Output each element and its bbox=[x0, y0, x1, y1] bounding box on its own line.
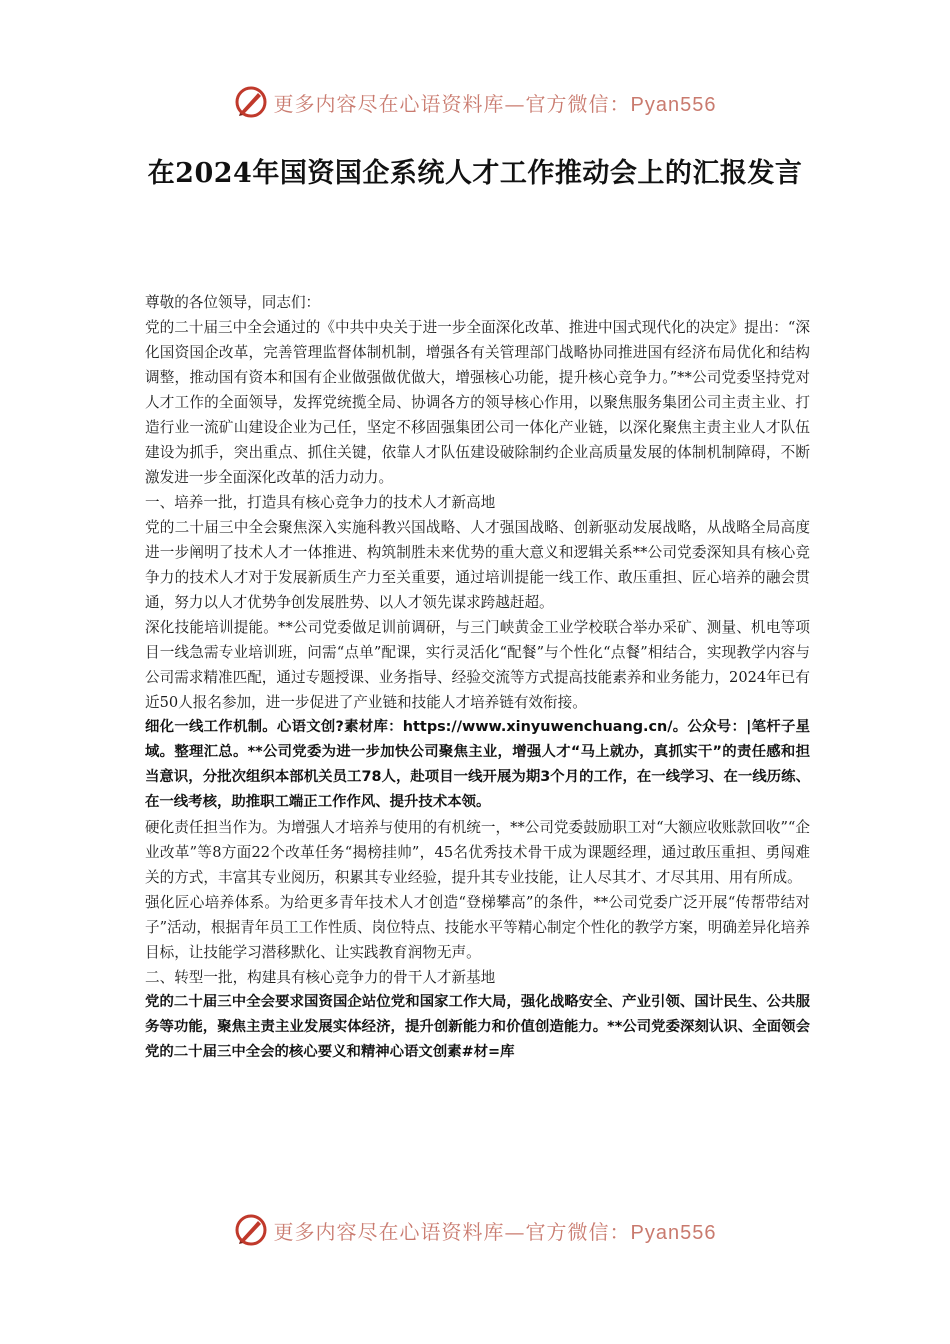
watermark-wechat-id: Pyan556 bbox=[630, 1221, 717, 1244]
watermark-text-cn: 更多内容尽在心语资料库—官方微信： bbox=[273, 1219, 631, 1244]
body-paragraph: 深化技能培训提能。**公司党委做足训前调研，与三门峡黄金工业学校联合举办采矿、测量、机电等项目一线急需专业培训班，问需“点单”配课，实行灵活化“配餐”与个性化“点餐”相结合，实现教学内容与公司需求精准匹配，通过专题授课、业务指导、经验交流等方式提高技能素养和业务能力，2024年已有近50人报名参加，进一步促进了产业链和技能人才培养链有效衔接。 bbox=[145, 619, 810, 711]
body-paragraph: 硬化责任担当作为。为增强人才培养与使用的有机统一，**公司党委鼓励职工对“大额应收账款回收”“企业改革”等8方面22个改革任务“揭榜挂帅”，45名优秀技术骨干成为课题经理，通过敢压重担、勇闯难关的方式，丰富其专业阅历，积累其专业经验，提升其专业技能，让人尽其才、才尽其用、用有所成。 bbox=[145, 819, 810, 886]
watermark-text bbox=[274, 88, 717, 117]
body-paragraph: 党的二十届三中全会要求国资国企站位党和国家工作大局，强化战略安全、产业引领、国计民生、公共服务等功能，聚焦主责主业发展实体经济，提升创新能力和价值创造能力。**公司党委深刻认识、全面领会党的二十届三中全会的核心要义和精神心语文创素#材=库 bbox=[145, 994, 810, 1060]
body-paragraph: 党的二十届三中全会聚焦深入实施科教兴国战略、人才强国战略、创新驱动发展战略，从战略全局高度进一步阐明了技术人才一体推进、构筑制胜未来优势的重大意义和逻辑关系**公司党委深知具有核心竞争力的技术人才对于发展新质生产力至关重要，通过培训提能一线工作、敢压重担、匠心培养的融会贯通，努力以人才优势争创发展胜势、以人才领先谋求跨越赶超。 bbox=[145, 519, 810, 611]
watermark-text-cn: 更多内容尽在心语资料库—官方微信： bbox=[273, 91, 631, 116]
body-paragraph: 强化匠心培养体系。为给更多青年技术人才创造“登梯攀高”的条件，**公司党委广泛开展“传帮带结对子”活动，根据青年员工工作性质、岗位特点、技能水平等精心制定个性化的教学方案，明确差异化培养目标，让技能学习潜移默化、让实践教育润物无声。 bbox=[145, 894, 810, 961]
watermark-wechat-id: Pyan556 bbox=[630, 93, 717, 116]
document-title: 在2024年国资国企系统人才工作推动会上的汇报发言 bbox=[147, 158, 803, 189]
document-body bbox=[145, 290, 810, 1065]
pen-circle-logo-icon bbox=[234, 1213, 268, 1247]
pen-circle-logo-icon bbox=[234, 85, 268, 119]
body-paragraph: 细化一线工作机制。心语文创?素材库：https://www.xinyuwenchuang.cn/。公众号：|笔杆子星域。整理汇总。**公司党委为进一步加快公司聚焦主业，增强人才“马上就办，真抓实干”的责任感和担当意识，分批次组织本部机关员工78人，赴项目一线开展为期3个月的工作，在一线学习、在一线历练、在一线考核，助推职工端正工作作风、提升技术本领。 bbox=[145, 719, 810, 810]
watermark-text bbox=[274, 1216, 717, 1245]
section-heading: 二、转型一批，构建具有核心竞争力的骨干人才新基地 bbox=[145, 969, 496, 986]
watermark-header bbox=[0, 82, 950, 122]
section-heading: 一、培养一批，打造具有核心竞争力的技术人才新高地 bbox=[145, 494, 496, 511]
body-paragraph: 党的二十届三中全会通过的《中共中央关于进一步全面深化改革、推进中国式现代化的决定》提出：“深化国资国企改革，完善管理监督体制机制，增强各有关管理部门战略协同推进国有经济布局优化和结构调整，推动国有资本和国有企业做强做优做大，增强核心功能，提升核心竞争力。”**公司党委坚持党对人才工作的全面领导，发挥党统揽全局、协调各方的领导核心作用，以聚焦服务集团公司主责主业、打造行业一流矿山建设企业为己任，坚定不移固强集团公司一体化产业链，以深化聚焦主责主业人才队伍建设为抓手，突出重点、抓住关键，依靠人才队伍建设破除制约企业高质量发展的体制机制障碍，不断激发进一步全面深化改革的活力动力。 bbox=[145, 319, 810, 486]
salutation: 尊敬的各位领导，同志们： bbox=[145, 294, 321, 311]
watermark-footer bbox=[0, 1210, 950, 1250]
